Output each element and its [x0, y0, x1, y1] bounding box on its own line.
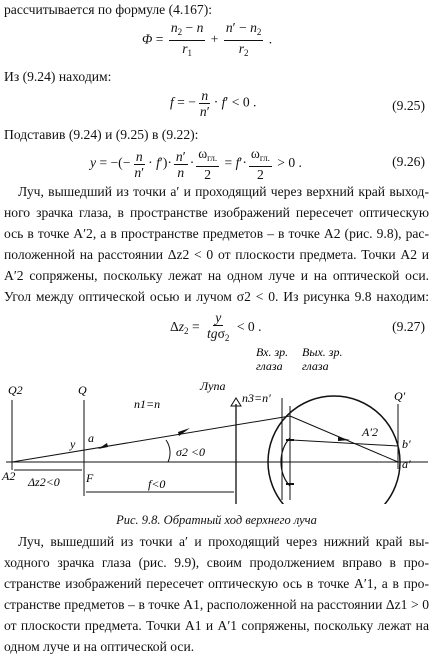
label-lupa: Лупа — [200, 379, 226, 393]
label-Q: Q — [78, 383, 87, 397]
label-sigma: σ2 <0 — [176, 445, 206, 459]
text-line: рассчитывается по формуле (4.167): — [4, 2, 213, 17]
text-line: Подставив (9.24) и (9.25) в (9.22): — [4, 127, 199, 142]
text-line: ось в точке A′2, а в пространстве предметов – в точке A2 (рис. 9.8), рас- — [4, 226, 429, 241]
text-line: одном луче и на оптической оси. — [4, 639, 195, 654]
text-line: Луч, вышедший из точки a′ и проходящий через нижний край вы- — [18, 534, 429, 549]
eye-globe — [268, 396, 400, 504]
label-A2: A2 — [2, 469, 16, 483]
label-Q2: Q2 — [8, 383, 23, 397]
label-vyx2: глаза — [302, 359, 329, 373]
equation-9-27: $\Delta z_2$ = $\frac{y}{tg\sigma_2}$ < 0 . — [170, 310, 262, 343]
figure-caption: Рис. 9.8. Обратный ход верхнего луча — [116, 513, 317, 527]
label-dz2: Δz2<0 — [28, 475, 60, 489]
text-line: ного зрачка глаза, в пространстве изображений пересечет оптическую — [4, 205, 429, 220]
equation-number: (9.27) — [392, 319, 425, 334]
equation-9-25: f = − $\frac{n}{n'}$ · f′ < 0 . — [170, 88, 257, 119]
ray-back — [12, 416, 290, 462]
label-ap: a′ — [402, 457, 411, 471]
equation-number: (9.25) — [392, 98, 425, 113]
figure-9-8 — [0, 344, 433, 504]
equation-number: (9.26) — [392, 154, 425, 169]
text-line: Луч, вышедший из точки a′ и проходящий через верхний край выход- — [18, 184, 429, 199]
text-line: странстве предметов – в точке A1, расположенной на расстоянии Δz1 > 0 — [4, 597, 429, 612]
label-vx2: глаза — [256, 359, 283, 373]
text-line: странстве изображений пересечет оптическую ось в точке A′1, а в про- — [4, 576, 429, 591]
label-f: f<0 — [148, 477, 166, 491]
label-vx: Вх. зр. — [256, 345, 289, 359]
label-bp: b′ — [402, 437, 411, 451]
text-line: положенной на расстоянии Δz2 < 0 от плоскости предмета. Точки A2 и — [4, 247, 429, 262]
label-A2p: A′2 — [362, 425, 378, 439]
angle-arc — [166, 440, 170, 462]
label-vyx: Вых. зр. — [302, 345, 343, 359]
label-a: a — [88, 431, 94, 445]
text-line: от плоскости предмета. Точки A1 и A′1 сопряжены, поскольку лежат на — [4, 618, 429, 633]
equation-phi: Φ = $\frac{n_2 - n}{r_1}$ + $\frac{n' - n_2}{r_2}$ . — [142, 20, 273, 58]
text-line: ходного зрачка глаза (рис. 9.9), своим продолжением вправо в про- — [4, 555, 429, 570]
text-line: A′2 сопряжены, поскольку лежат на одном луче и на оптической оси. — [4, 268, 429, 283]
ray-to-b — [292, 440, 398, 446]
ray-arrow — [178, 428, 190, 436]
label-n1: n1=n — [134, 397, 161, 411]
label-n3: n3=n′ — [242, 391, 271, 405]
ray-arrow-left — [98, 443, 108, 449]
text-line: Угол между оптической осью и лучом σ2 < 0. Из рисунка 9.8 находим: — [4, 289, 429, 304]
label-Qp: Q′ — [394, 389, 406, 403]
equation-9-26: y = −(− $\frac{n}{n'}$ · f′)· $\frac{n'}{n}$ · $\frac{\omega_{гл.}}{2}$ = f′· $\frac{\omega_{гл.}}{2}$ > 0 . — [90, 146, 302, 182]
label-F: F — [86, 471, 94, 485]
text-line: Из (9.24) находим: — [4, 69, 112, 84]
label-y: y — [70, 437, 76, 451]
